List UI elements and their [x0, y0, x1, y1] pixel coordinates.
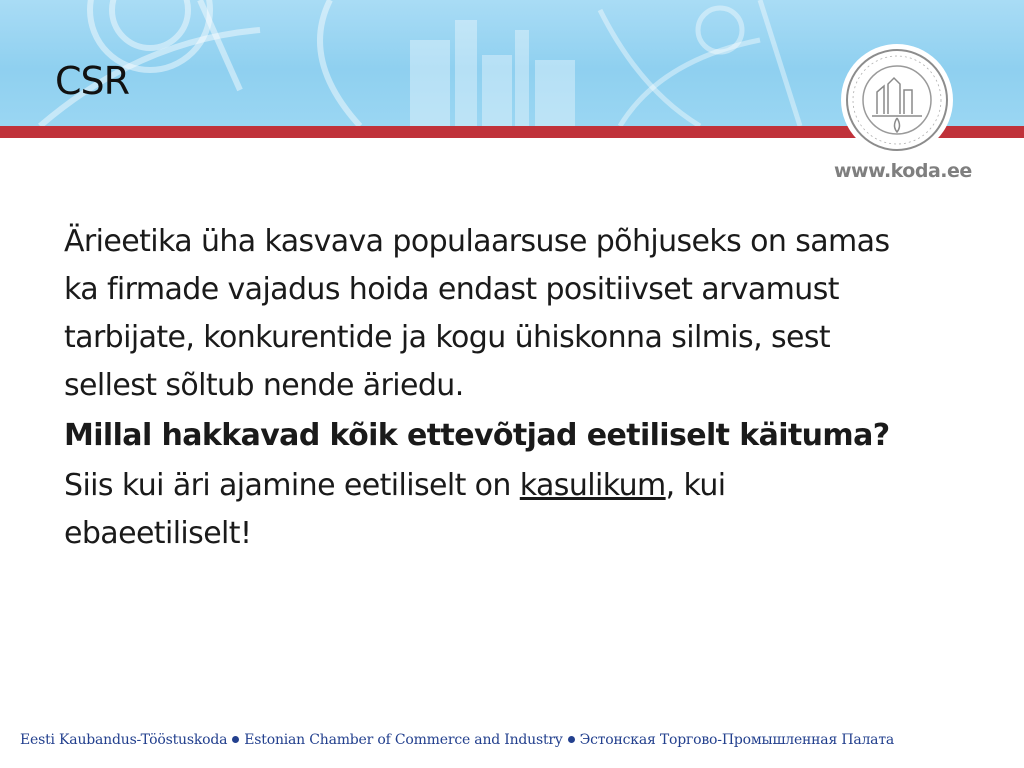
website-url: www.koda.ee — [834, 160, 972, 182]
footer-organization-names — [20, 732, 894, 748]
paragraph-answer — [64, 462, 894, 558]
footer-estonian-name: Eesti Kaubandus-Tööstuskoda — [20, 732, 228, 748]
footer-english-name: Estonian Chamber of Commerce and Industry — [244, 732, 563, 748]
slide-title: CSR — [55, 59, 130, 103]
chamber-seal-logo — [822, 44, 972, 156]
paragraph-question: Millal hakkavad kõik ettevõtjad eetiliselt käituma? — [64, 418, 890, 453]
bullet-separator — [568, 736, 575, 743]
paragraph-business-ethics: Ärieetika üha kasvava populaarsuse põhjuseks on samas ka firmade vajadus hoida endast positiivset arvamust tarbijate, konkurentide ja kogu ühiskonna silmis, sest sellest sõltub nende äriedu. — [64, 224, 890, 403]
answer-text-end: , kui ebaeetiliselt! — [64, 468, 726, 551]
underlined-word: kasulikum — [519, 468, 666, 503]
answer-text-start: Siis kui äri ajamine eetiliselt on — [64, 468, 520, 503]
footer-russian-name: Эстонская Торгово-Промышленная Палата — [579, 732, 895, 748]
bullet-separator — [232, 736, 239, 743]
slide-body — [64, 218, 894, 560]
